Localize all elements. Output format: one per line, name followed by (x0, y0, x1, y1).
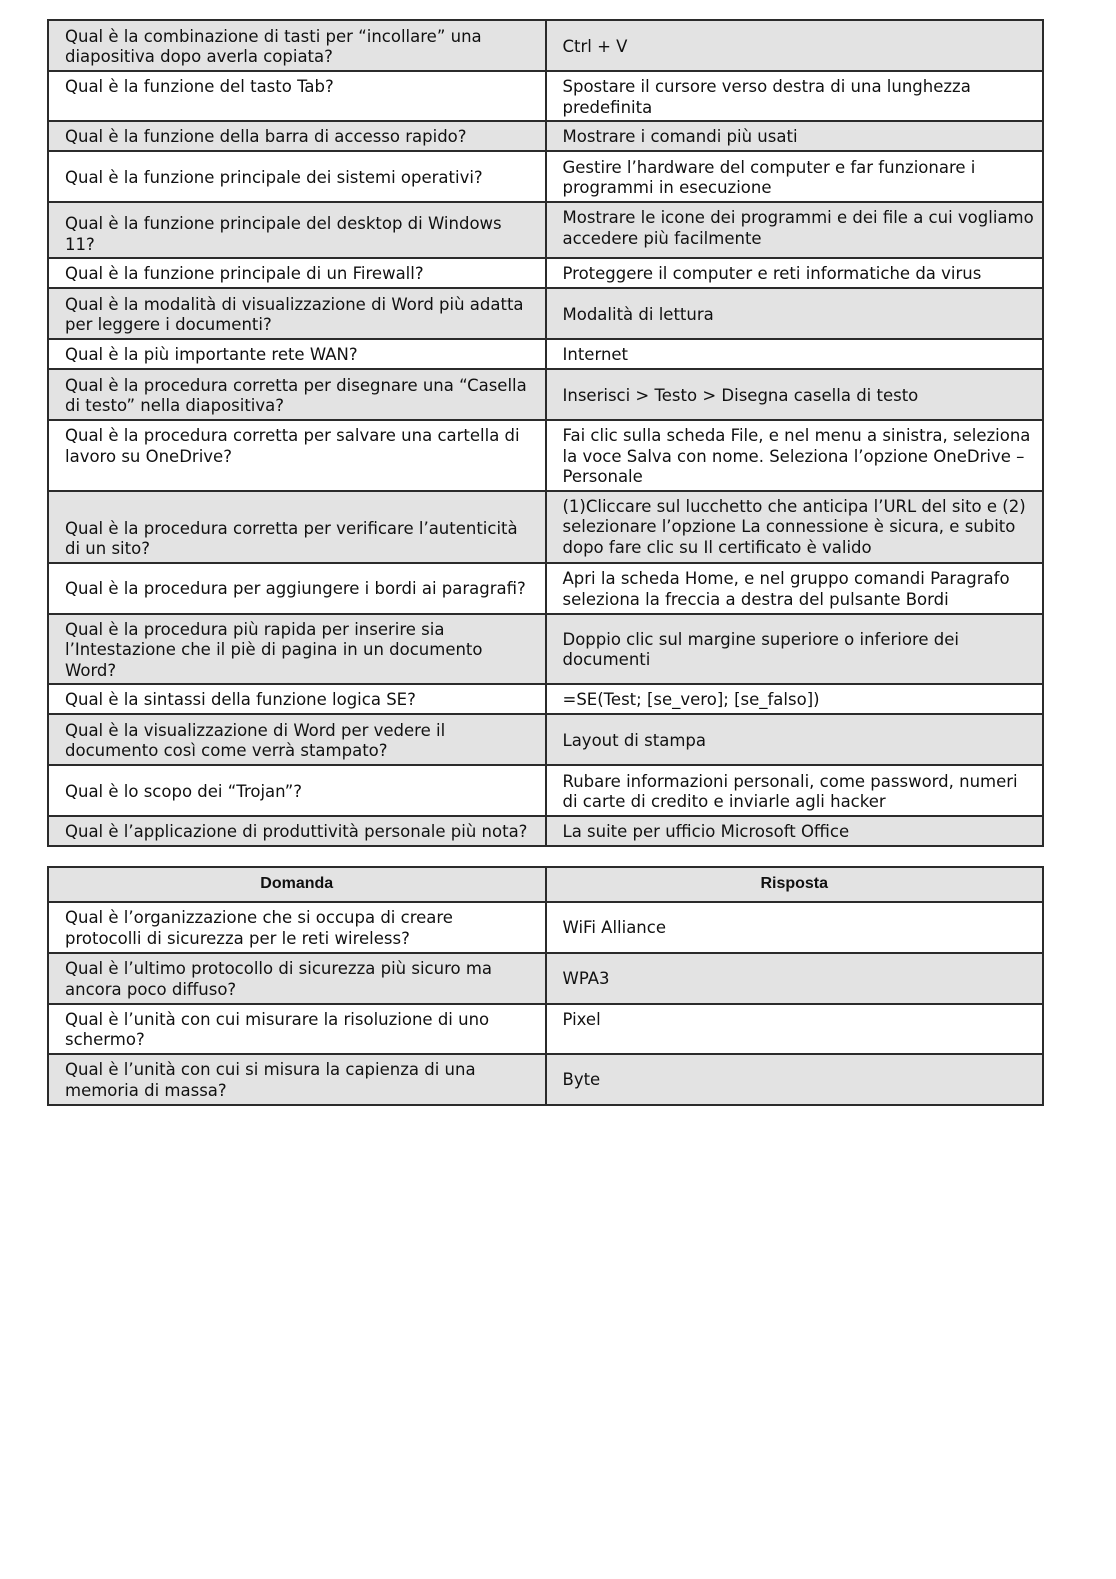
table-row (48, 202, 1043, 258)
table-row (48, 714, 1043, 765)
table-row (48, 121, 1043, 151)
question-cell: Qual è la procedura corretta per salvare una cartella di lavoro su OneDrive? (48, 420, 546, 491)
question-cell: Qual è lo scopo dei “Trojan”? (48, 765, 546, 816)
table-row (48, 1004, 1043, 1054)
table-row (48, 684, 1043, 714)
answer-cell: Mostrare le icone dei programmi e dei file a cui vogliamo accedere più facilmente (546, 202, 1044, 258)
question-cell: Qual è la combinazione di tasti per “incollare” una diapositiva dopo averla copiata? (48, 20, 546, 71)
question-cell: Qual è l’organizzazione che si occupa di creare protocolli di sicurezza per le reti wireless? (48, 902, 546, 953)
question-cell: Qual è l’unità con cui misurare la risoluzione di uno schermo? (48, 1004, 546, 1054)
answer-cell: Layout di stampa (546, 714, 1044, 765)
table-row (48, 491, 1043, 563)
table-row (48, 1054, 1043, 1105)
question-cell: Qual è la funzione della barra di accesso rapido? (48, 121, 546, 151)
answer-cell: Mostrare i comandi più usati (546, 121, 1044, 151)
answer-cell: Internet (546, 339, 1044, 369)
table-row (48, 420, 1043, 491)
answer-cell: Byte (546, 1054, 1044, 1105)
answer-cell: Gestire l’hardware del computer e far funzionare i programmi in esecuzione (546, 151, 1044, 202)
answer-cell: Inserisci > Testo > Disegna casella di testo (546, 369, 1044, 420)
answer-cell: WPA3 (546, 953, 1044, 1004)
table-row (48, 288, 1043, 339)
answer-cell: Ctrl + V (546, 20, 1044, 71)
question-cell: Qual è la procedura più rapida per inserire sia l’Intestazione che il piè di pagina in un documento Word? (48, 614, 546, 685)
table-row (48, 258, 1043, 288)
answer-cell: Modalità di lettura (546, 288, 1044, 339)
question-cell: Qual è la funzione principale del desktop di Windows 11? (48, 202, 546, 258)
answer-cell: Fai clic sulla scheda File, e nel menu a sinistra, seleziona la voce Salva con nome. Seleziona l’opzione OneDrive – Personale (546, 420, 1044, 491)
table-row (48, 953, 1043, 1004)
answer-cell: La suite per ufficio Microsoft Office (546, 816, 1044, 846)
question-cell: Qual è l’ultimo protocollo di sicurezza più sicuro ma ancora poco diffuso? (48, 953, 546, 1004)
table-row (48, 563, 1043, 614)
answer-cell: Pixel (546, 1004, 1044, 1054)
question-cell: Qual è la più importante rete WAN? (48, 339, 546, 369)
table-header-row (48, 867, 1043, 902)
table-row (48, 20, 1043, 71)
answer-cell: (1)Cliccare sul lucchetto che anticipa l’URL del sito e (2) selezionare l’opzione La connessione è sicura, e subito dopo fare clic su Il certificato è valido (546, 491, 1044, 563)
column-header-question: Domanda (48, 867, 546, 902)
table-row (48, 614, 1043, 685)
answer-cell: Spostare il cursore verso destra di una lunghezza predefinita (546, 71, 1044, 121)
answer-cell: Proteggere il computer e reti informatiche da virus (546, 258, 1044, 288)
column-header-answer: Risposta (546, 867, 1044, 902)
question-cell: Qual è l’unità con cui si misura la capienza di una memoria di massa? (48, 1054, 546, 1105)
answer-cell: Apri la scheda Home, e nel gruppo comandi Paragrafo seleziona la freccia a destra del pulsante Bordi (546, 563, 1044, 614)
table-row (48, 339, 1043, 369)
table-row (48, 816, 1043, 846)
table-row (48, 765, 1043, 816)
qa-table-2 (47, 866, 1044, 1106)
answer-cell: Doppio clic sul margine superiore o inferiore dei documenti (546, 614, 1044, 685)
table-row (48, 902, 1043, 953)
question-cell: Qual è la procedura corretta per disegnare una “Casella di testo” nella diapositiva? (48, 369, 546, 420)
table-row (48, 369, 1043, 420)
answer-cell: WiFi Alliance (546, 902, 1044, 953)
qa-table-1 (47, 19, 1044, 847)
question-cell: Qual è l’applicazione di produttività personale più nota? (48, 816, 546, 846)
question-cell: Qual è la funzione principale dei sistemi operativi? (48, 151, 546, 202)
question-cell: Qual è la funzione principale di un Firewall? (48, 258, 546, 288)
question-cell: Qual è la funzione del tasto Tab? (48, 71, 546, 121)
table-row (48, 151, 1043, 202)
answer-cell: Rubare informazioni personali, come password, numeri di carte di credito e inviarle agli hacker (546, 765, 1044, 816)
question-cell: Qual è la sintassi della funzione logica SE? (48, 684, 546, 714)
question-cell: Qual è la procedura corretta per verificare l’autenticità di un sito? (48, 491, 546, 563)
table-row (48, 71, 1043, 121)
question-cell: Qual è la visualizzazione di Word per vedere il documento così come verrà stampato? (48, 714, 546, 765)
question-cell: Qual è la modalità di visualizzazione di Word più adatta per leggere i documenti? (48, 288, 546, 339)
question-cell: Qual è la procedura per aggiungere i bordi ai paragrafi? (48, 563, 546, 614)
answer-cell: =SE(Test; [se_vero]; [se_falso]) (546, 684, 1044, 714)
